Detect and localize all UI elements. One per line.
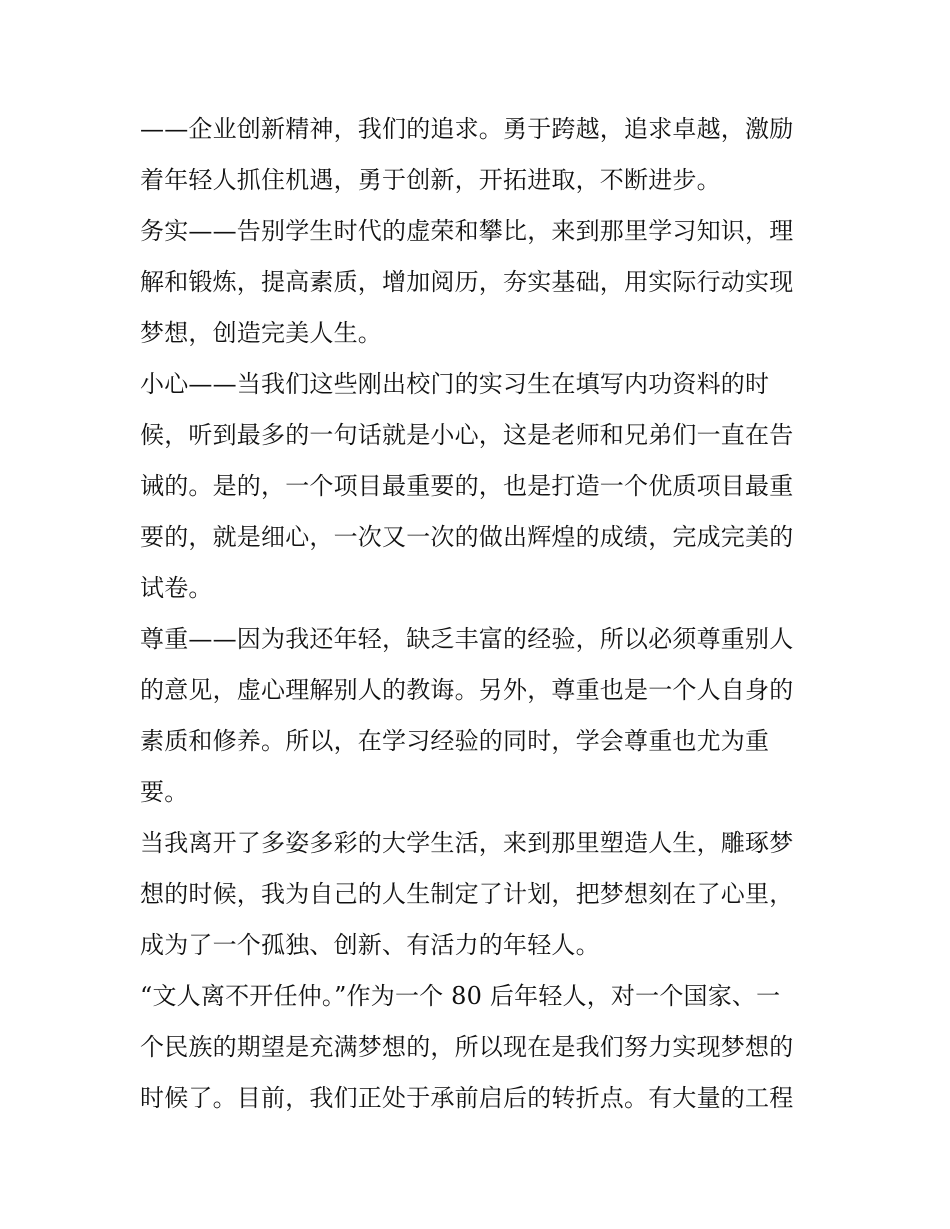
text-line: 诫的。是的，一个项目最重要的，也是打造一个优质项目最重 — [140, 472, 794, 500]
text-line: 想的时候，我为自己的人生制定了计划，把梦想刻在了心里， — [140, 880, 794, 908]
text-line: 尊重——因为我还年轻，缺乏丰富的经验，所以必须尊重别人 — [140, 625, 794, 653]
text-line: 个民族的期望是充满梦想的，所以现在是我们努力实现梦想的 — [140, 1033, 794, 1061]
text-line: 时候了。目前，我们正处于承前启后的转折点。有大量的工程 — [140, 1084, 794, 1112]
text-line: 素质和修养。所以，在学习经验的同时，学会尊重也尤为重 — [140, 727, 770, 755]
text-line: 着年轻人抓住机遇，勇于创新，开拓进取，不断进步。 — [140, 166, 721, 194]
text-line: 候，听到最多的一句话就是小心，这是老师和兄弟们一直在告 — [140, 421, 794, 449]
text-line: ——企业创新精神，我们的追求。勇于跨越，追求卓越，激励 — [140, 115, 794, 143]
text-line: 梦想，创造完美人生。 — [140, 319, 382, 347]
text-line: 小心——当我们这些刚出校门的实习生在填写内功资料的时 — [140, 370, 770, 398]
text-line: 的意见，虚心理解别人的教诲。另外，尊重也是一个人自身的 — [140, 676, 794, 704]
text-line: 当我离开了多姿多彩的大学生活，来到那里塑造人生，雕琢梦 — [140, 829, 794, 857]
text-line: 务实——告别学生时代的虚荣和攀比，来到那里学习知识，理 — [140, 217, 794, 245]
document-body — [140, 104, 812, 1124]
text-line: 成为了一个孤独、创新、有活力的年轻人。 — [140, 931, 600, 959]
text-line: 解和锻炼，提高素质，增加阅历，夯实基础，用实际行动实现 — [140, 268, 794, 296]
text-line: 试卷。 — [140, 574, 213, 602]
text-line: 要。 — [140, 778, 189, 806]
text-line: 要的，就是细心，一次又一次的做出辉煌的成绩，完成完美的 — [140, 523, 794, 551]
text-line: “文人离不开任仲。”作为一个 80 后年轻人，对一个国家、一 — [140, 982, 781, 1010]
